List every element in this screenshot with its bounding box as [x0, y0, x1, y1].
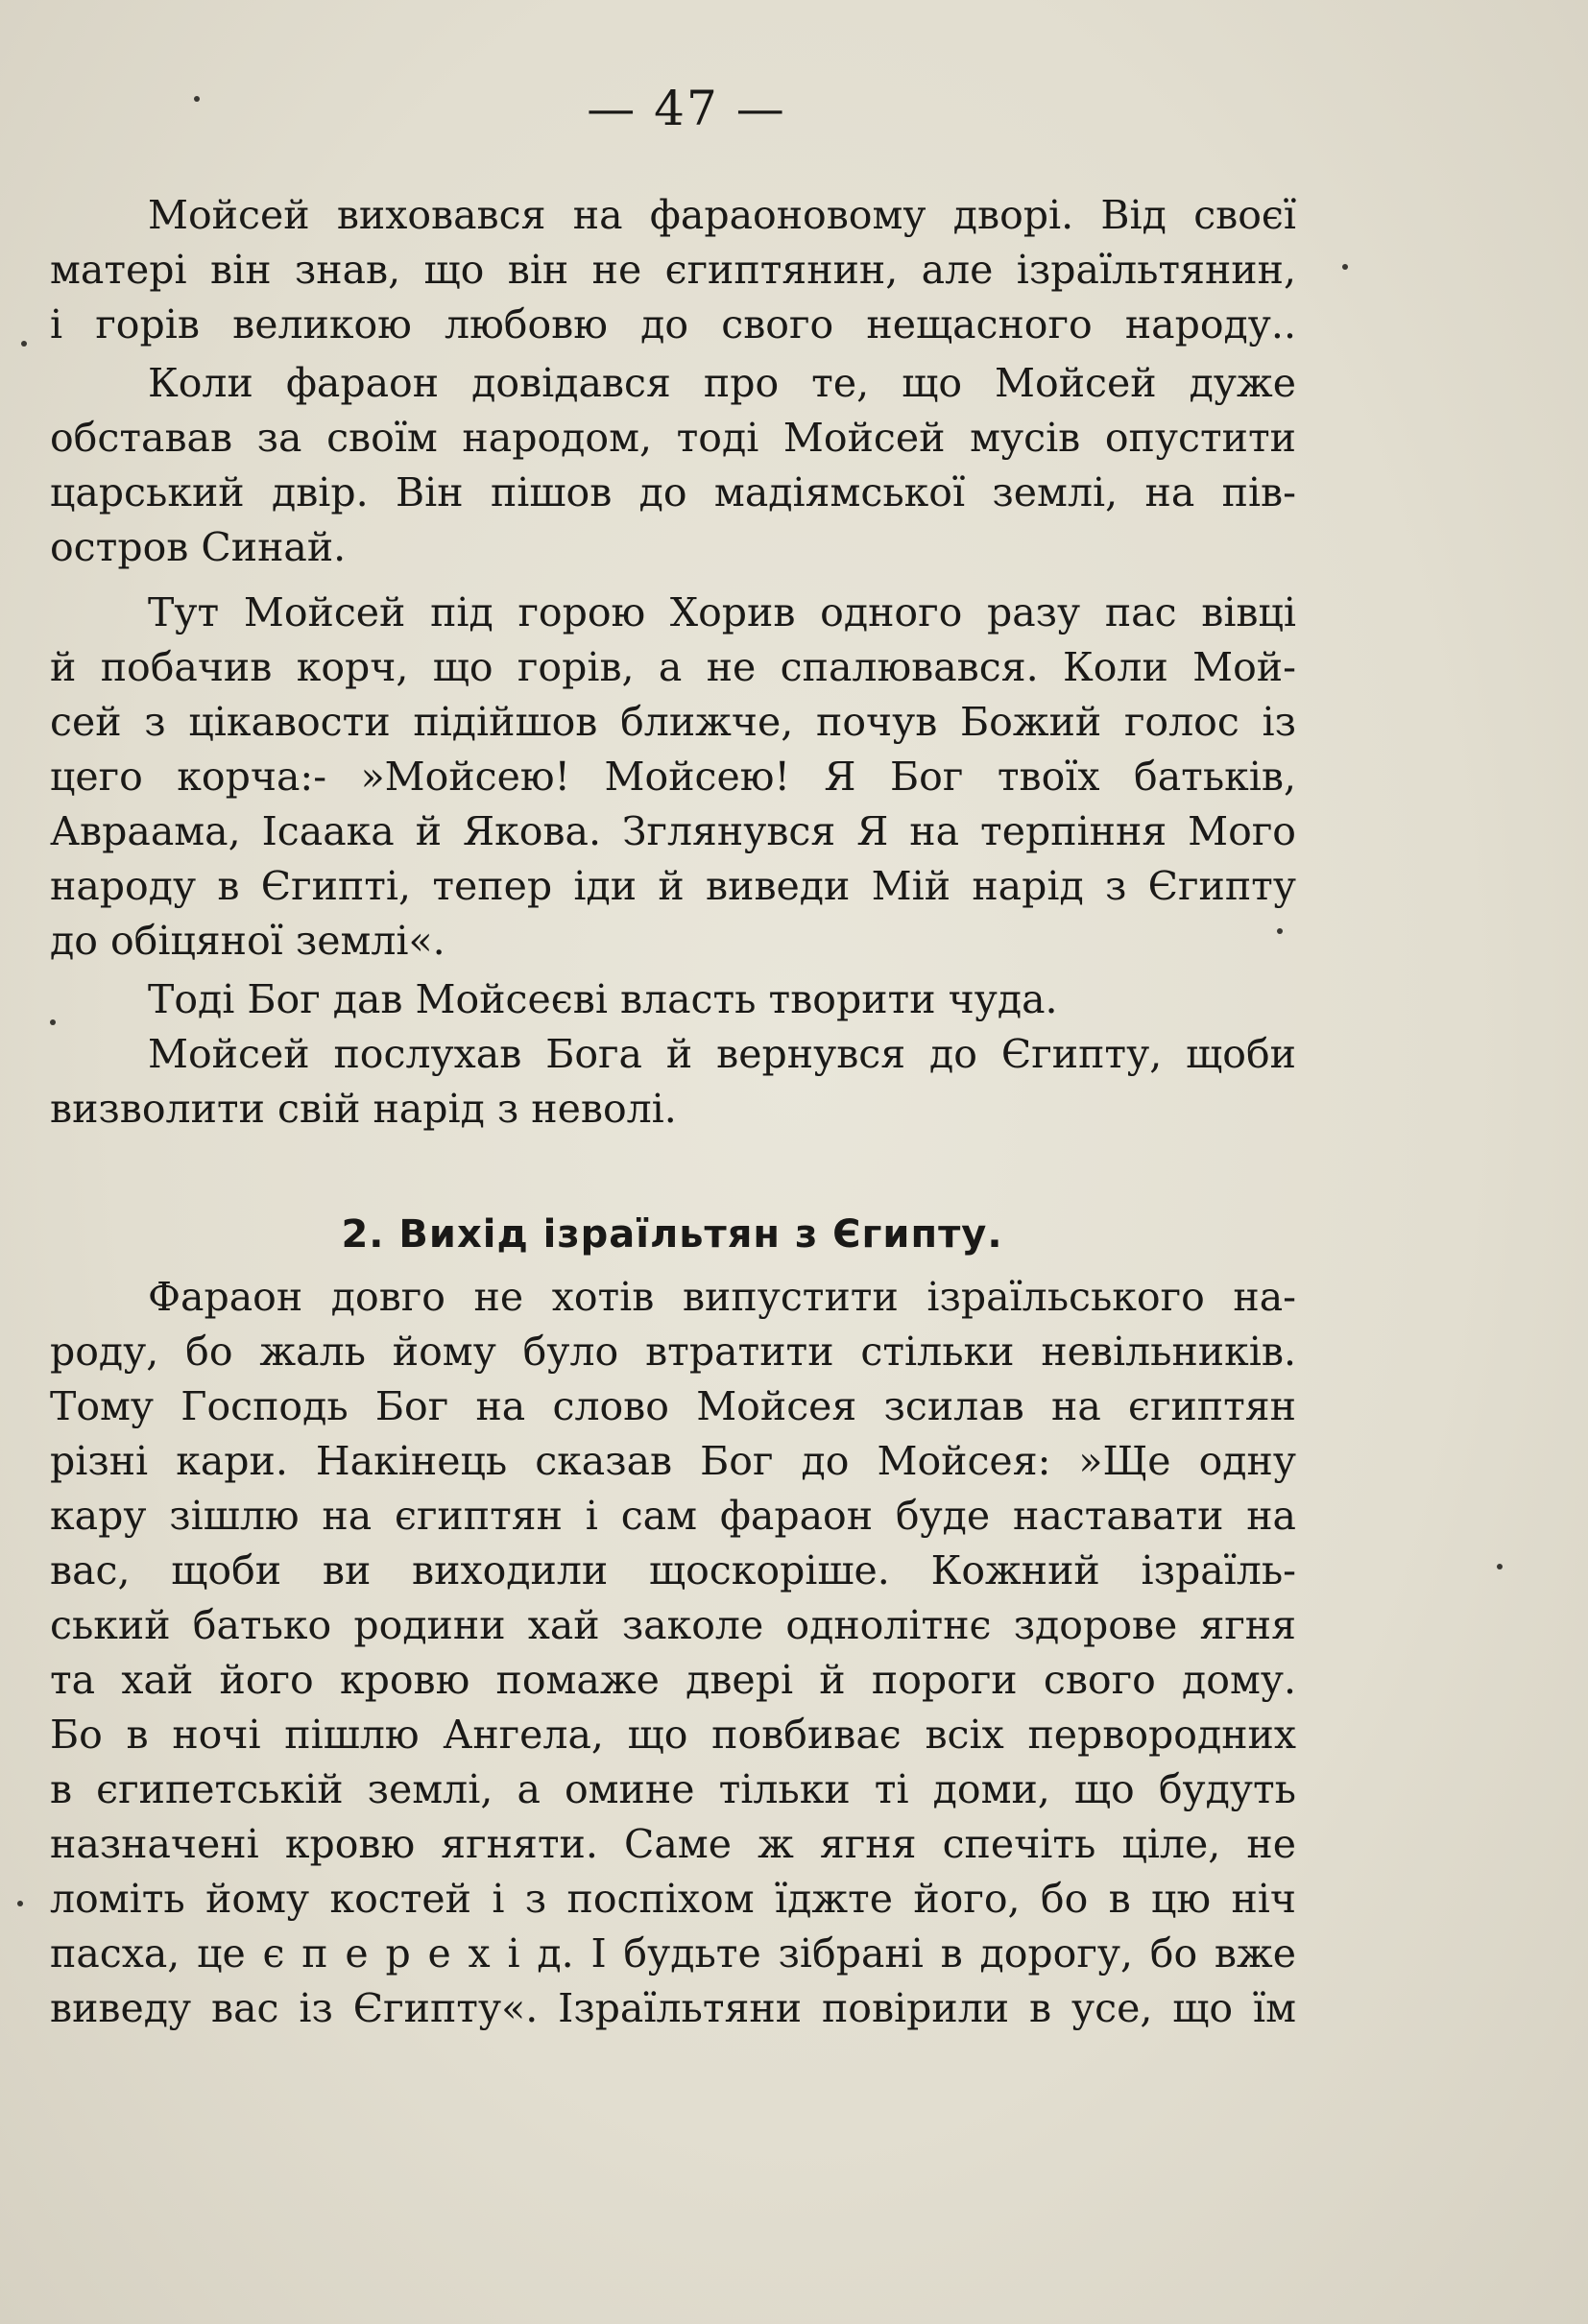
text-line: Коли фараон довідався про те, що Мойсей дуже: [148, 360, 1296, 406]
text-line: й побачив корч, що горів, а не спалювався. Коли Мой-: [50, 644, 1296, 690]
text-line: Тоді Бог дав Мойсеєві власть творити чуда.: [148, 976, 1058, 1022]
text-line: Тому Господь Бог на слово Мойсея зсилав на єгиптян: [50, 1383, 1296, 1429]
text-line: царський двір. Він пішов до мадіямської землі, на пів-: [50, 469, 1296, 515]
print-speck: [1277, 928, 1283, 934]
text-line: визволити свій нарід з неволі.: [50, 1086, 677, 1132]
text-line: роду, бо жаль йому було втратити стільки невільників.: [50, 1329, 1296, 1375]
text-line: кару зішлю на єгиптян і сам фараон буде наставати на: [50, 1493, 1296, 1539]
text-line: сей з цікавости підійшов ближче, почув Божий голос із: [50, 699, 1296, 745]
paragraph: [50, 972, 1296, 1027]
print-speck: [1342, 264, 1348, 270]
text-line: Авраама, Ісаака й Якова. Зглянувся Я на терпіння Мого: [50, 808, 1296, 854]
paragraph: [50, 1027, 1296, 1137]
text-line: різні кари. Накінець сказав Бог до Мойсея: »Ще одну: [50, 1438, 1296, 1484]
text-line: цего корча:- »Мойсею! Мойсею! Я Бог твоїх батьків,: [50, 754, 1296, 800]
print-speck: [17, 1901, 23, 1906]
section-2-text: [50, 1270, 1296, 2036]
print-speck: [194, 96, 200, 102]
text-line: Фараон довго не хотів випустити ізраїльського на-: [148, 1274, 1296, 1320]
paragraph: [50, 586, 1296, 969]
text-line: пасха, це є п е р е х і д. І будьте зібрані в дорогу, бо вже: [50, 1930, 1296, 1977]
paragraph: [50, 188, 1296, 352]
text-line: вас, щоби ви виходили щоскоріше. Кожний ізраїль-: [50, 1547, 1296, 1593]
text-line: Бо в ночі пішлю Ангела, що повбиває всіх первородних: [50, 1712, 1296, 1758]
text-line: в єгипетській землі, а омине тільки ті доми, що будуть: [50, 1766, 1296, 1812]
text-line: ський батько родини хай заколе однолітнє здорове ягня: [50, 1602, 1296, 1648]
text-line: і горів великою любовю до свого нещасного народу..: [50, 301, 1296, 347]
paragraph: [50, 356, 1296, 575]
text-line: обставав за своїм народом, тоді Мойсей мусів опустити: [50, 415, 1296, 461]
section-1-text: [50, 188, 1296, 1137]
text-line: та хай його кровю помаже двері й пороги свого дому.: [50, 1657, 1296, 1703]
print-speck: [1497, 1564, 1503, 1569]
page-number: — 47 —: [587, 81, 786, 136]
text-line: Мойсей послухав Бога й вернувся до Єгипту, щоби: [148, 1031, 1296, 1077]
text-line: до обіцяної землі«.: [50, 918, 445, 964]
text-line: матері він знав, що він не єгиптянин, але ізраїльтянин,: [50, 247, 1296, 293]
text-line: остров Синай.: [50, 524, 347, 570]
text-line: Мойсей виховався на фараоновому дворі. Від своєї: [148, 192, 1296, 238]
text-line: народу в Єгипті, тепер іди й виведи Мій нарід з Єгипту: [50, 863, 1296, 909]
text-line: виведу вас із Єгипту«. Ізраїльтяни повірили в усе, що їм: [50, 1985, 1296, 2031]
paragraph: [50, 1270, 1296, 2036]
print-speck: [50, 1019, 56, 1025]
print-speck: [21, 341, 27, 347]
text-line: ломіть йому костей і з поспіхом їджте його, бо в цю ніч: [50, 1876, 1296, 1922]
text-line: Тут Мойсей під горою Хорив одного разу пас вівці: [148, 589, 1296, 635]
text-line: назначені кровю ягняти. Саме ж ягня спечіть ціле, не: [50, 1821, 1296, 1867]
section-heading: 2. Вихід ізраїльтян з Єгипту.: [341, 1212, 1003, 1257]
